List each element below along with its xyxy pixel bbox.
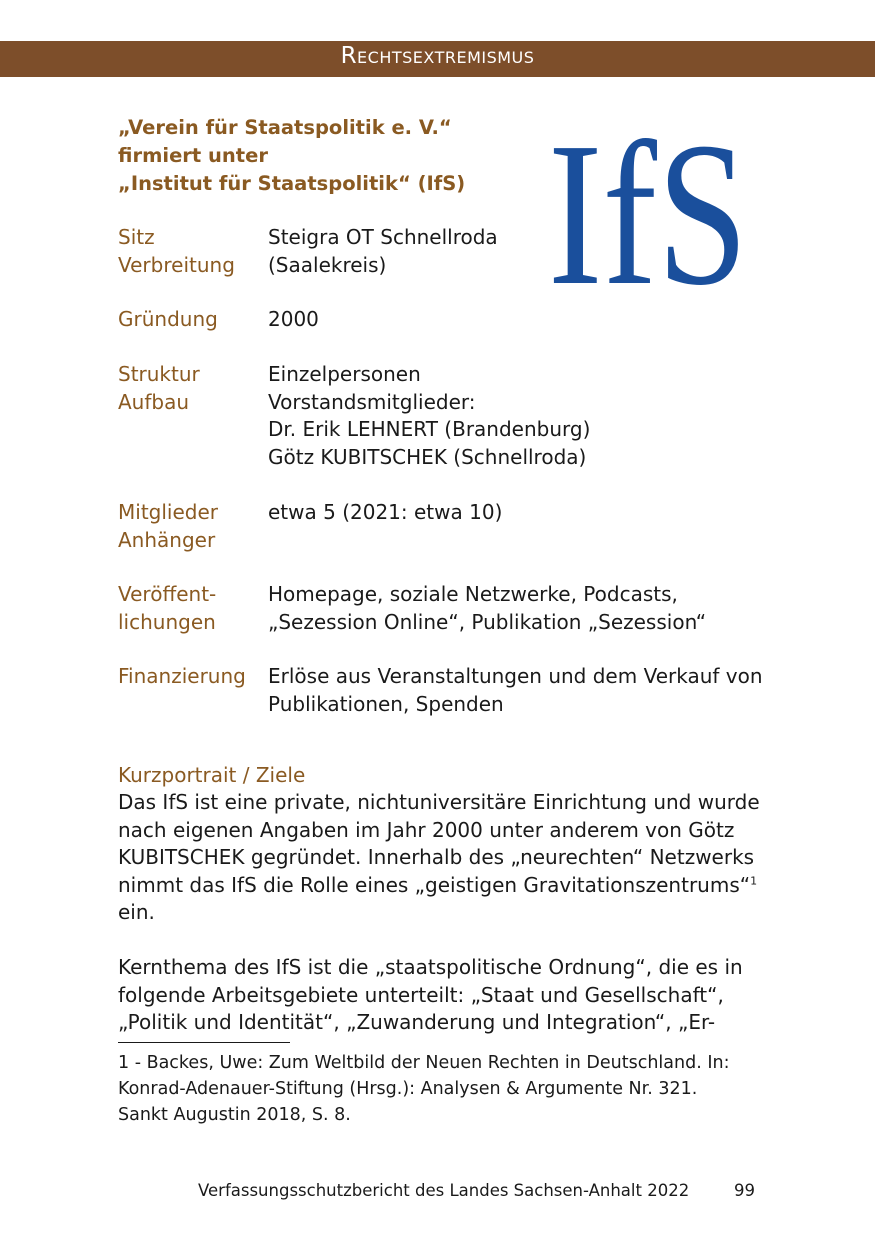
field-value: „Sezession Online“, Publikation „Sezession“ — [268, 609, 707, 634]
paragraph-line: nach eigenen Angaben im Jahr 2000 unter anderem von Götz — [118, 817, 735, 842]
field-value: Steigra OT Schnellroda — [268, 225, 498, 249]
field-label: Struktur — [118, 362, 200, 386]
field-label: Verbreitung — [118, 252, 235, 277]
field-value: Einzelpersonen — [268, 362, 421, 386]
field-value: Homepage, soziale Netzwerke, Podcasts, — [268, 582, 678, 606]
field-value: Publikationen, Spenden — [268, 691, 504, 716]
field-label: Finanzierung — [118, 664, 246, 688]
page-number: 99 — [734, 1181, 755, 1200]
organization-title-line: firmiert unter — [118, 144, 268, 167]
organization-title — [118, 114, 538, 198]
field-value: 2000 — [268, 307, 319, 331]
field-label: Mitglieder — [118, 500, 218, 524]
field-value: Dr. Erik LEHNERT (Brandenburg) — [268, 417, 591, 441]
section-header-bar — [0, 41, 875, 77]
field-label: Anhänger — [118, 527, 216, 552]
paragraph-line: Das IfS ist eine private, nichtuniversitäre Einrichtung und wurde — [118, 790, 760, 814]
field-value: Götz KUBITSCHEK (Schnellroda) — [268, 444, 587, 469]
organization-title-line: „Institut für Staatspolitik“ (IfS) — [118, 172, 466, 195]
field-label: Veröffent- — [118, 582, 217, 606]
footnote-line: Konrad-Adenauer-Stiftung (Hrsg.): Analysen & Argumente Nr. 321. — [118, 1079, 698, 1099]
field-label: Sitz — [118, 225, 155, 249]
field-label: lichungen — [118, 609, 216, 634]
footer-report-title: Verfassungsschutzbericht des Landes Sachsen-Anhalt 2022 — [198, 1181, 690, 1200]
portrait-paragraph-2 — [118, 954, 768, 1037]
field-value: etwa 5 (2021: etwa 10) — [268, 500, 503, 524]
portrait-heading: Kurzportrait / Ziele — [118, 763, 306, 787]
field-value: Vorstandsmitglieder: — [268, 389, 476, 414]
field-value: Erlöse aus Veranstaltungen und dem Verkauf von — [268, 664, 763, 688]
field-label: Gründung — [118, 307, 218, 331]
ifs-logo-text: IfS — [548, 99, 748, 328]
footnote-line: 1 - Backes, Uwe: Zum Weltbild der Neuen Rechten in Deutschland. In: — [118, 1053, 730, 1073]
section-title: Rechtsextremismus — [340, 43, 535, 69]
paragraph-line — [118, 872, 768, 900]
paragraph-line: KUBITSCHEK gegründet. Innerhalb des „neurechten“ Netzwerks — [118, 845, 755, 869]
footnote-divider — [118, 1042, 290, 1043]
paragraph-line-text: nimmt das IfS die Rolle eines „geistigen Gravitationszentrums“ — [118, 872, 751, 897]
footnote — [118, 1050, 768, 1128]
paragraph-line: Kernthema des IfS ist die „staatspolitische Ordnung“, die es in — [118, 955, 743, 979]
organization-title-line: „Verein für Staatspolitik e. V.“ — [118, 116, 452, 139]
paragraph-line: ein. — [118, 900, 155, 924]
footnote-marker: 1 — [750, 873, 758, 887]
paragraph-line: „Politik und Identität“, „Zuwanderung und Integration“, „Er- — [118, 1010, 716, 1034]
footnote-line: Sankt Augustin 2018, S. 8. — [118, 1105, 351, 1125]
paragraph-line: folgende Arbeitsgebiete unterteilt: „Staat und Gesellschaft“, — [118, 982, 724, 1007]
portrait-paragraph-1 — [118, 789, 768, 927]
field-value: (Saalekreis) — [268, 252, 387, 277]
field-label: Aufbau — [118, 389, 190, 414]
